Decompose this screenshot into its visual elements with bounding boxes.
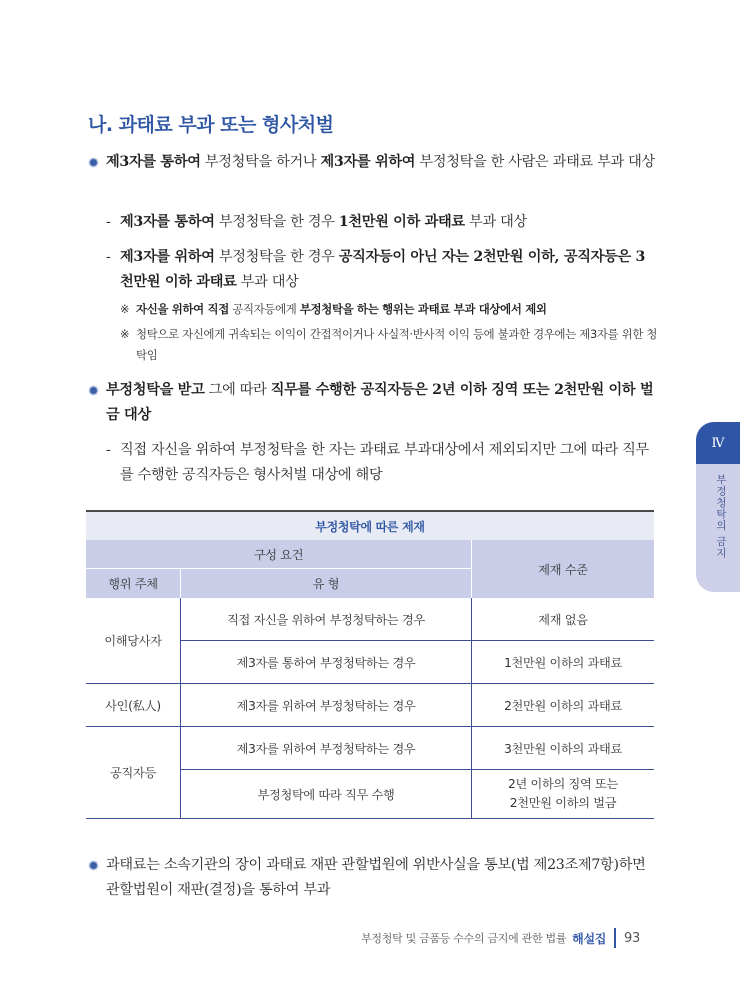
bullet-icon <box>90 862 97 869</box>
sub-item <box>106 438 656 488</box>
reference-mark-icon: ※ <box>120 327 130 341</box>
bullet-item <box>90 378 655 428</box>
table-caption: 부정청탁에 따른 제재 <box>86 510 654 540</box>
emphasis: 직무를 수행한 공직자등은 2년 이하 징역 또는 2천만원 이하 벌금 대상 <box>106 382 654 423</box>
reference-mark-icon: ※ <box>120 302 130 316</box>
chapter-tab <box>696 422 740 592</box>
sanction-line: 2년 이하의 징역 또는 <box>508 777 618 791</box>
sanction-table <box>86 510 654 819</box>
footer-book: 해설집 <box>572 931 607 946</box>
type-cell: 제3자를 위하여 부정청탁하는 경우 <box>181 727 472 770</box>
type-cell: 제3자를 통하여 부정청탁하는 경우 <box>181 641 472 684</box>
bullet-icon <box>90 159 97 166</box>
footer-divider <box>614 928 616 948</box>
actor-cell: 이해당사자 <box>86 598 181 684</box>
dash-icon: - <box>106 214 111 230</box>
bullet-icon <box>90 387 97 394</box>
table-grid <box>86 540 654 819</box>
type-cell: 부정청탁에 따라 직무 수행 <box>181 770 472 819</box>
text: 공직자등에게 <box>228 302 300 316</box>
header-type: 유 형 <box>181 569 472 598</box>
sanction-cell: 3천만원 이하의 과태료 <box>472 727 654 770</box>
header-actor: 행위 주체 <box>86 569 181 598</box>
sanction-cell <box>472 770 654 819</box>
dash-icon: - <box>106 249 111 265</box>
emphasis: 제3자를 통하여 <box>106 154 201 170</box>
text: 부과 대상 <box>236 274 299 290</box>
text: 그에 따라 <box>204 382 271 398</box>
text: 부정청탁을 한 경우 <box>214 249 339 265</box>
emphasis: 1천만원 이하 과태료 <box>338 214 465 230</box>
type-cell: 직접 자신을 위하여 부정청탁하는 경우 <box>181 598 472 641</box>
page-number: 93 <box>624 930 640 946</box>
type-cell: 제3자를 위하여 부정청탁하는 경우 <box>181 684 472 727</box>
sub-item <box>106 245 656 295</box>
header-group: 구성 요건 <box>86 540 472 569</box>
bullet-item <box>90 853 655 903</box>
emphasis: 제3자를 통하여 <box>120 214 215 230</box>
header-sanction: 제재 수준 <box>472 540 654 598</box>
actor-cell: 사인(私人) <box>86 684 181 727</box>
page-footer <box>361 928 640 948</box>
emphasis: 공직자등이 아닌 자는 2천만원 이하, 공직자등은 3천만원 이하 과태료 <box>120 249 646 290</box>
text: 부정청탁을 하거나 <box>200 154 321 170</box>
note-text: 청탁으로 자신에게 귀속되는 이익이 간접적이거나 사실적·반사적 이익 등에 불과한 경우에는 제3자를 위한 청탁임 <box>136 327 658 362</box>
text: 부정청탁을 한 사람은 과태료 부과 대상 <box>415 154 655 170</box>
section-heading: 나. 과태료 부과 또는 형사처벌 <box>88 114 334 136</box>
sub-text: 직접 자신을 위하여 부정청탁을 한 자는 과태료 부과대상에서 제외되지만 그에 따라 직무를 수행한 공직자등은 형사처벌 대상에 해당 <box>120 442 649 483</box>
text: 부정청탁을 한 경우 <box>214 214 339 230</box>
chapter-number: Ⅳ <box>696 422 740 464</box>
emphasis: 자신을 위하여 직접 <box>136 302 229 316</box>
footer-title: 부정청탁 및 금품등 수수의 금지에 관한 법률 <box>361 932 567 945</box>
sanction-cell: 2천만원 이하의 과태료 <box>472 684 654 727</box>
sanction-line: 2천만원 이하의 벌금 <box>509 796 617 810</box>
text: 부과 대상 <box>464 214 527 230</box>
bullet-item <box>90 150 655 175</box>
emphasis: 부정청탁을 하는 행위는 과태료 부과 대상에서 제외 <box>299 302 547 316</box>
dash-icon: - <box>106 442 111 458</box>
emphasis: 제3자를 위하여 <box>120 249 215 265</box>
sanction-cell: 1천만원 이하의 과태료 <box>472 641 654 684</box>
sub-item <box>106 210 656 235</box>
emphasis: 부정청탁을 받고 <box>106 382 205 398</box>
chapter-label: 부정청탁의 금지 <box>715 474 727 559</box>
sanction-cell: 제재 없음 <box>472 598 654 641</box>
note-item <box>120 324 665 366</box>
actor-cell: 공직자등 <box>86 727 181 819</box>
bullet-text: 과태료는 소속기관의 장이 과태료 재판 관할법원에 위반사실을 통보(법 제23조제7항)하면 관할법원이 재판(결정)을 통하여 부과 <box>106 857 646 898</box>
note-item <box>120 299 665 320</box>
emphasis: 제3자를 위하여 <box>320 154 416 170</box>
